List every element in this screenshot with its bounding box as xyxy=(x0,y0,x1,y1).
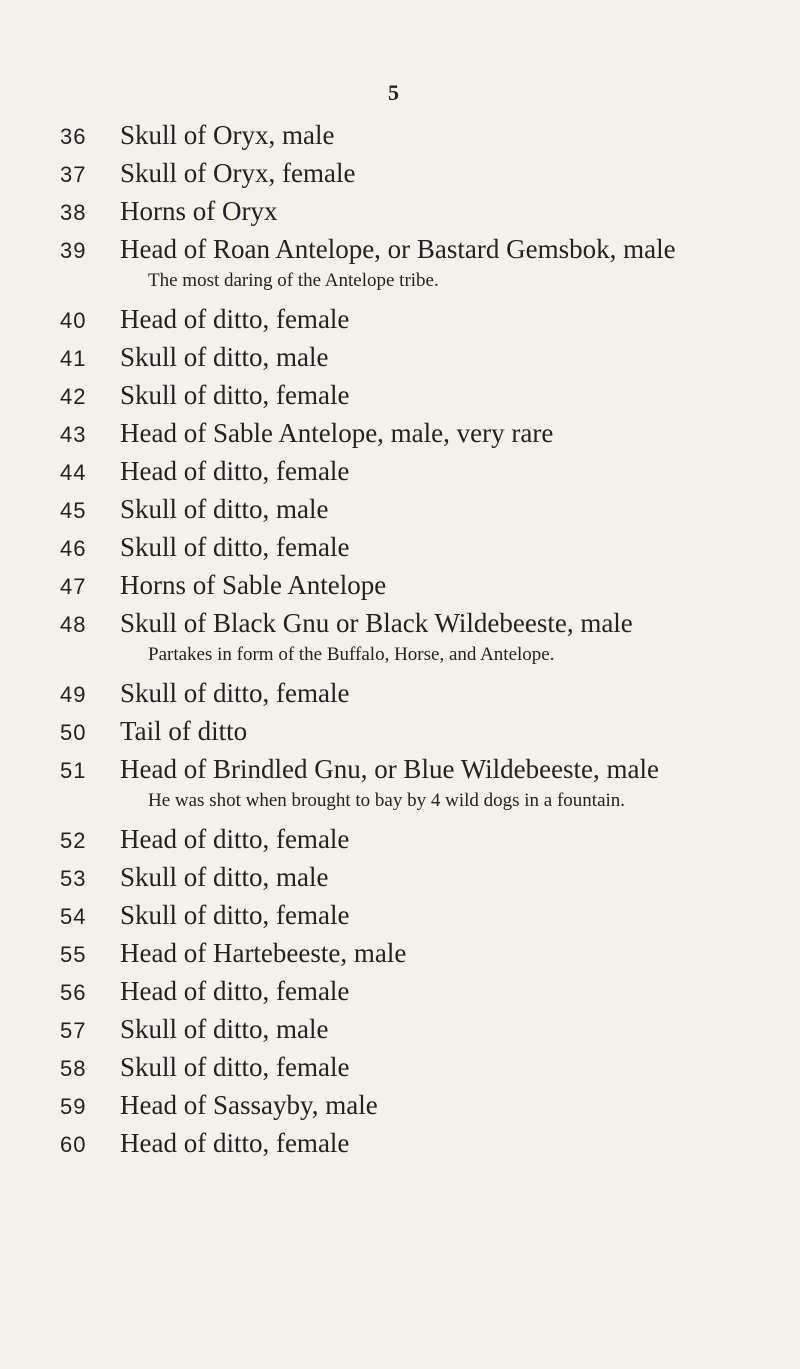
catalogue-entry-38 xyxy=(0,196,800,234)
entry-number: 41 xyxy=(60,346,87,371)
entry-text: Head of ditto, female xyxy=(120,824,350,854)
entry-text: Head of Hartebeeste, male xyxy=(120,938,407,968)
entry-number: 47 xyxy=(60,574,87,599)
catalogue-entry-48 xyxy=(0,608,800,678)
catalogue-entry-50 xyxy=(0,716,800,754)
catalogue-entry-53 xyxy=(0,862,800,900)
entry-number: 48 xyxy=(60,612,87,637)
catalogue-entry-40 xyxy=(0,304,800,342)
catalogue-entry-42 xyxy=(0,380,800,418)
entry-text: Head of ditto, female xyxy=(120,456,350,486)
entry-text: Skull of ditto, male xyxy=(120,1014,329,1044)
catalogue-entry-41 xyxy=(0,342,800,380)
catalogue-entry-58 xyxy=(0,1052,800,1090)
entry-number: 37 xyxy=(60,162,87,187)
entry-number: 42 xyxy=(60,384,87,409)
entry-number: 60 xyxy=(60,1132,87,1157)
entry-number: 55 xyxy=(60,942,87,967)
entry-number: 52 xyxy=(60,828,87,853)
entry-text: Skull of ditto, male xyxy=(120,342,329,372)
entry-number: 40 xyxy=(60,308,87,333)
entry-number: 36 xyxy=(60,124,87,149)
catalogue-entry-45 xyxy=(0,494,800,532)
entry-number: 58 xyxy=(60,1056,87,1081)
entry-text: Head of Brindled Gnu, or Blue Wildebeeste, male xyxy=(120,754,660,784)
entry-note: Partakes in form of the Buffalo, Horse, and Antelope. xyxy=(148,644,555,665)
catalogue-entry-49 xyxy=(0,678,800,716)
entry-text: Head of ditto, female xyxy=(120,304,350,334)
catalogue-entry-55 xyxy=(0,938,800,976)
entry-number: 51 xyxy=(60,758,87,783)
entry-number: 56 xyxy=(60,980,87,1005)
entry-number: 46 xyxy=(60,536,87,561)
entry-number: 38 xyxy=(60,200,87,225)
catalogue-entry-44 xyxy=(0,456,800,494)
entry-text: Horns of Sable Antelope xyxy=(120,570,387,600)
entry-number: 49 xyxy=(60,682,87,707)
catalogue-entry-51 xyxy=(0,754,800,824)
entry-number: 45 xyxy=(60,498,87,523)
catalogue-entry-54 xyxy=(0,900,800,938)
entry-text: Skull of ditto, female xyxy=(120,380,350,410)
catalogue-entry-47 xyxy=(0,570,800,608)
entry-text: Head of ditto, female xyxy=(120,976,350,1006)
entry-text: Tail of ditto xyxy=(120,716,248,746)
entry-text: Skull of ditto, female xyxy=(120,900,350,930)
entry-text: Skull of ditto, female xyxy=(120,532,350,562)
catalogue-entry-39 xyxy=(0,234,800,304)
entry-text: Skull of ditto, female xyxy=(120,678,350,708)
entry-text: Skull of ditto, male xyxy=(120,862,329,892)
entry-note: The most daring of the Antelope tribe. xyxy=(148,270,439,291)
catalogue-entries xyxy=(0,120,800,1166)
catalogue-entry-37 xyxy=(0,158,800,196)
entry-text: Head of ditto, female xyxy=(120,1128,350,1158)
entry-number: 59 xyxy=(60,1094,87,1119)
entry-number: 43 xyxy=(60,422,87,447)
catalogue-entry-57 xyxy=(0,1014,800,1052)
entry-number: 44 xyxy=(60,460,87,485)
entry-number: 54 xyxy=(60,904,87,929)
catalogue-entry-60 xyxy=(0,1128,800,1166)
entry-number: 39 xyxy=(60,238,87,263)
entry-text: Skull of Oryx, female xyxy=(120,158,356,188)
catalogue-entry-36 xyxy=(0,120,800,158)
catalogue-entry-56 xyxy=(0,976,800,1014)
page-number: 5 xyxy=(388,80,399,105)
catalogue-entry-43 xyxy=(0,418,800,456)
entry-number: 53 xyxy=(60,866,87,891)
entry-text: Skull of Black Gnu or Black Wildebeeste, male xyxy=(120,608,633,638)
catalogue-entry-52 xyxy=(0,824,800,862)
catalogue-entry-59 xyxy=(0,1090,800,1128)
entry-note: He was shot when brought to bay by 4 wild dogs in a fountain. xyxy=(148,790,626,811)
entry-text: Skull of Oryx, male xyxy=(120,120,335,150)
entry-text: Head of Sassayby, male xyxy=(120,1090,378,1120)
entry-number: 50 xyxy=(60,720,87,745)
catalogue-entry-46 xyxy=(0,532,800,570)
entry-text: Skull of ditto, female xyxy=(120,1052,350,1082)
entry-text: Head of Roan Antelope, or Bastard Gemsbok, male xyxy=(120,234,676,264)
entry-text: Skull of ditto, male xyxy=(120,494,329,524)
entry-text: Head of Sable Antelope, male, very rare xyxy=(120,418,554,448)
entry-number: 57 xyxy=(60,1018,87,1043)
entry-text: Horns of Oryx xyxy=(120,196,278,226)
